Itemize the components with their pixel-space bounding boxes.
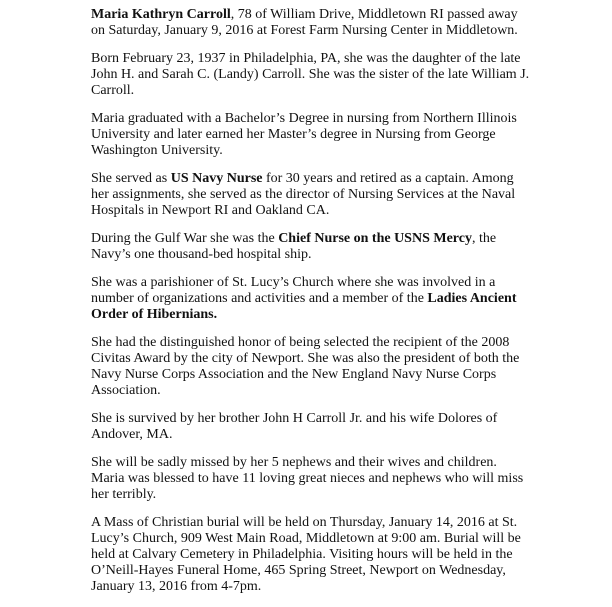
- education-text: Maria graduated with a Bachelor’s Degree in nursing from Northern Illinois University and later earned her Master’s degree in Nursing from George Washington University.: [91, 111, 517, 158]
- announcement-text: , 78 of William Drive, Middletown RI passed away on Saturday, January 9, 2016 at Forest Farm Nursing Center in Middletown.: [91, 7, 518, 38]
- parish-text-before: She was a parishioner of St. Lucy’s Church where she was involved in a number of organizations and activities and a member of the: [91, 275, 496, 306]
- family-text: She will be sadly missed by her 5 nephews and their wives and children. Maria was blessed to have 11 loving great nieces and nephews who will miss her terribly.: [91, 455, 524, 502]
- survivors-text: She is survived by her brother John H Carroll Jr. and his wife Dolores of Andover, MA.: [91, 411, 498, 442]
- paragraph-education: [91, 111, 531, 159]
- paragraph-navy-service: [91, 171, 531, 219]
- paragraph-gulf-war: [91, 231, 531, 263]
- deceased-name: Maria Kathryn Carroll: [91, 7, 231, 22]
- hibernians-highlight: Ladies Ancient Order of Hibernians.: [91, 291, 517, 322]
- paragraph-announcement: [91, 7, 531, 39]
- award-text: She had the distinguished honor of being selected the recipient of the 2008 Civitas Award by the city of Newport. She was also the president of both the Navy Nurse Corps Association and the New England Navy Nurse Corps Association.: [91, 335, 520, 398]
- paragraph-family: [91, 455, 531, 503]
- paragraph-award: [91, 335, 531, 399]
- navy-service-text-before: She served as: [91, 171, 171, 186]
- navy-nurse-highlight: US Navy Nurse: [170, 171, 263, 186]
- services-text: A Mass of Christian burial will be held on Thursday, January 14, 2016 at St. Lucy’s Church, 909 West Main Road, Middletown at 9:00 am. Burial will be held at Calvary Cemetery in Philadelphia. Visiting hours will be held in the O’Neill-Hayes Funeral Home, 465 Spring Street, Newport on Wednesday, January 13, 2016 from 4-7pm.: [91, 515, 521, 594]
- obituary-document: [91, 7, 531, 607]
- navy-service-text-after: for 30 years and retired as a captain. Among her assignments, she served as the director of Nursing Services at the Naval Hospitals in Newport RI and Oakland CA.: [91, 171, 516, 218]
- paragraph-parish: [91, 275, 531, 323]
- gulf-war-text-after: , the Navy’s one thousand-bed hospital ship.: [91, 231, 497, 262]
- chief-nurse-highlight: Chief Nurse on the USNS Mercy: [278, 231, 472, 246]
- gulf-war-text-before: During the Gulf War she was the: [91, 231, 279, 246]
- paragraph-services: [91, 515, 531, 595]
- paragraph-survivors: [91, 411, 531, 443]
- paragraph-birth: [91, 51, 531, 99]
- birth-text: Born February 23, 1937 in Philadelphia, PA, she was the daughter of the late John H. and Sarah C. (Landy) Carroll. She was the sister of the late William J. Carroll.: [91, 51, 530, 98]
